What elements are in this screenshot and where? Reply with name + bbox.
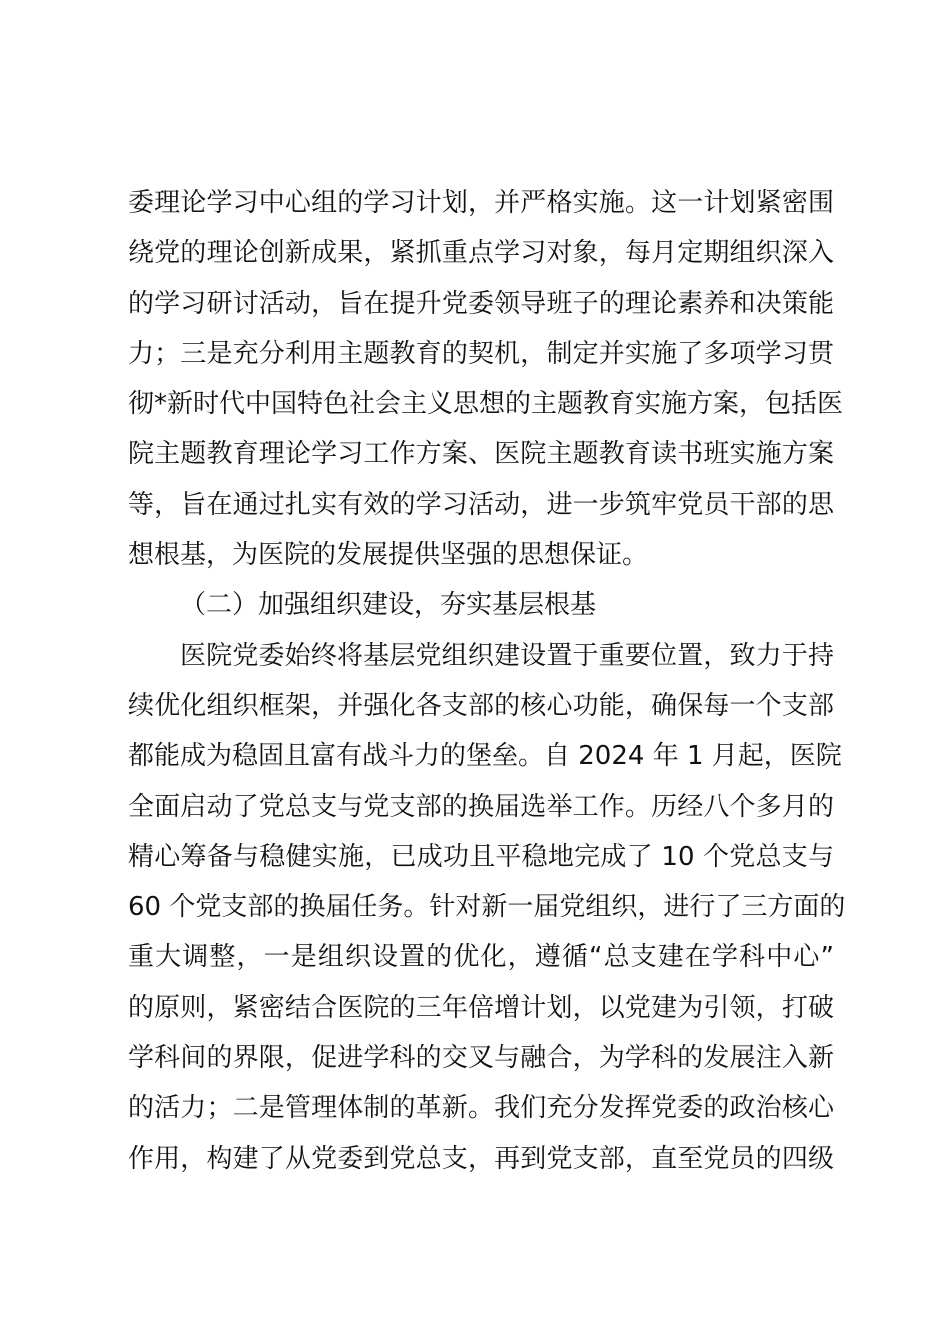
text-line: 想根基，为医院的发展提供坚强的思想保证。	[128, 540, 649, 571]
text-line: 学科间的界限，促进学科的交叉与融合，为学科的发展注入新	[128, 1043, 834, 1074]
text-line: 的学习研讨活动，旨在提升党委领导班子的理论素养和决策能	[128, 288, 834, 319]
section-heading: （二）加强组织建设，夯实基层根基	[180, 590, 597, 621]
text-line: 的原则，紧密结合医院的三年倍增计划，以党建为引领，打破	[128, 992, 834, 1023]
text-line: 的活力；二是管理体制的革新。我们充分发挥党委的政治核心	[128, 1093, 834, 1124]
text-line: 重大调整，一是组织设置的优化，遵循“总支建在学科中心”	[128, 942, 834, 973]
text-line: 续优化组织框架，并强化各支部的核心功能，确保每一个支部	[128, 690, 834, 721]
text-line: 作用，构建了从党委到党总支，再到党支部，直至党员的四级	[128, 1143, 834, 1174]
text-line: 力；三是充分利用主题教育的契机，制定并实施了多项学习贯	[128, 338, 834, 369]
paragraph-continuation	[128, 178, 844, 580]
text-line: 委理论学习中心组的学习计划，并严格实施。这一计划紧密围	[128, 188, 834, 218]
text-line: 60 个党支部的换届任务。针对新一届党组织，进行了三方面的	[128, 892, 846, 923]
text-line: 全面启动了党总支与党支部的换届选举工作。历经八个多月的	[128, 791, 834, 822]
text-line: 等，旨在通过扎实有效的学习活动，进一步筑牢党员干部的思	[128, 489, 834, 520]
paragraph-organization	[128, 631, 846, 1184]
document-body	[128, 178, 846, 1184]
text-line: 都能成为稳固且富有战斗力的堡垒。自 2024 年 1 月起，医院	[128, 741, 842, 772]
text-line: 院主题教育理论学习工作方案、医院主题教育读书班实施方案	[128, 439, 834, 470]
text-line: 精心筹备与稳健实施，已成功且平稳地完成了 10 个党总支与	[128, 841, 834, 872]
text-line: 彻*新时代中国特色社会主义思想的主题教育实施方案，包括医	[128, 389, 844, 420]
text-line: 绕党的理论创新成果，紧抓重点学习对象，每月定期组织深入	[128, 238, 834, 269]
text-line: 医院党委始终将基层党组织建设置于重要位置，致力于持	[180, 640, 834, 671]
